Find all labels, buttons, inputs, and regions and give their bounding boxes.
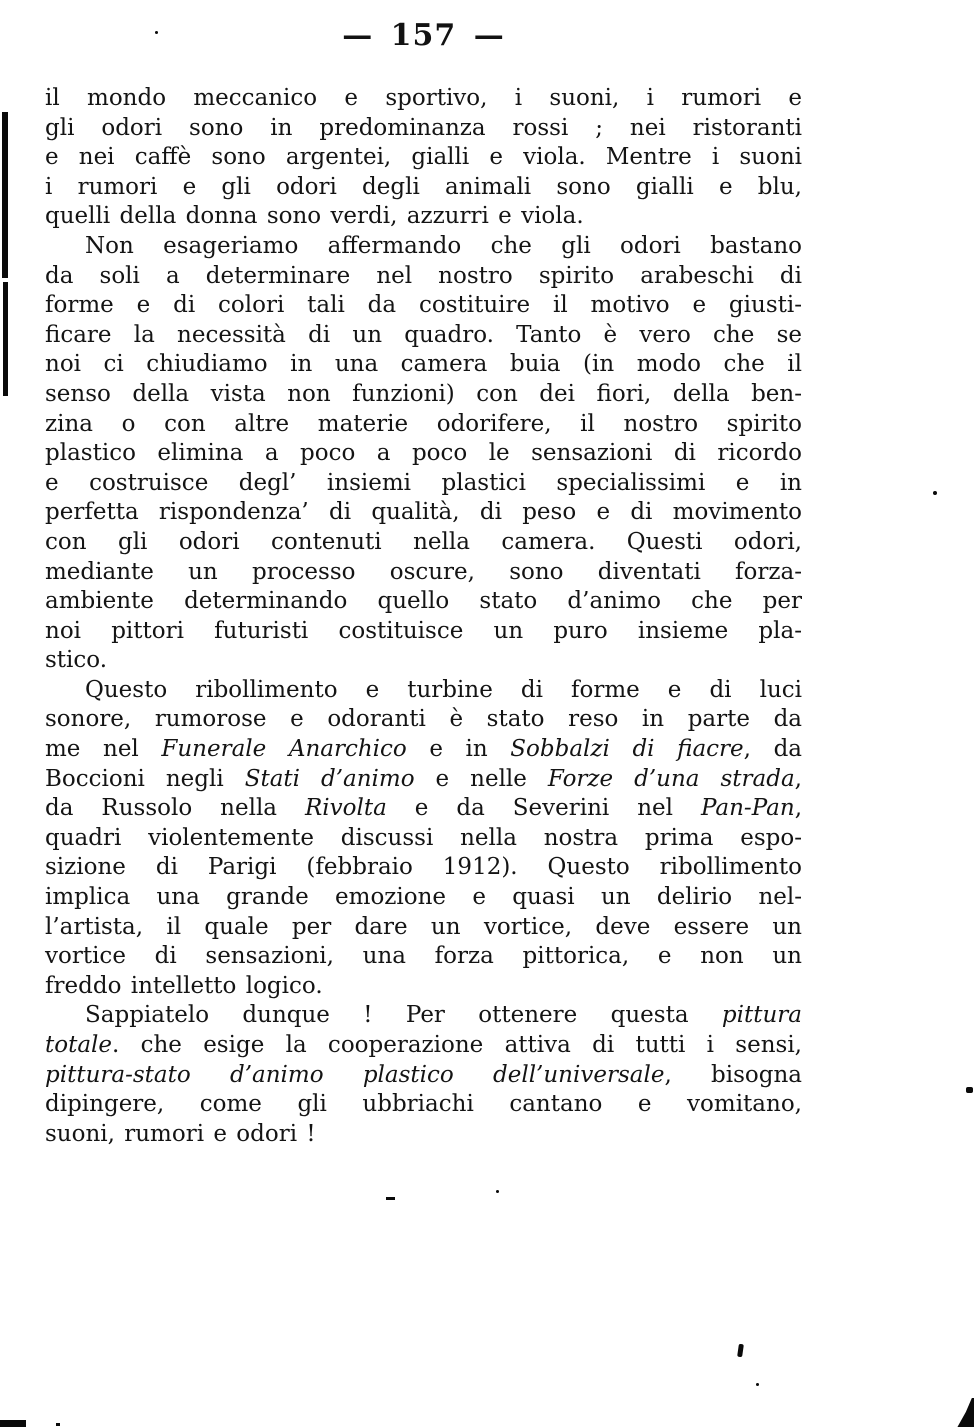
text-line <box>45 735 802 765</box>
text-line <box>45 913 802 943</box>
text-run: suoni, rumori e odori ! <box>45 1120 316 1147</box>
text-run: me nel <box>45 736 162 763</box>
text-line <box>45 676 802 706</box>
paragraph <box>45 232 802 676</box>
text-line <box>45 291 802 321</box>
text-run: Non esageriamo affermando che gli odori bastano <box>85 232 802 259</box>
scan-artifact-speck <box>155 31 158 34</box>
text-run: gli odori sono in predominanza rossi ; nei ristoranti <box>45 114 802 141</box>
text-run: i rumori e gli odori degli animali sono gialli e blu, <box>45 173 802 200</box>
text-run: , bisogna <box>664 1061 802 1088</box>
text-line <box>45 1120 802 1150</box>
scan-artifact-speck <box>966 1087 973 1093</box>
text-run: freddo intelletto logico. <box>45 972 323 999</box>
paragraph <box>45 676 802 1002</box>
text-run: e da Severini nel <box>386 795 701 822</box>
text-run: da soli a determinare nel nostro spirito arabeschi di <box>45 262 802 289</box>
text-line <box>45 646 802 676</box>
text-line <box>45 410 802 440</box>
text-run: noi ci chiudiamo in una camera buia (in modo che il <box>45 351 802 378</box>
text-line <box>45 705 802 735</box>
text-run: l’artista, il quale per dare un vortice, deve essere un <box>45 913 802 940</box>
text-run: plastico elimina a poco a poco le sensazioni di ricordo <box>45 440 802 467</box>
scan-artifact-speck <box>756 1383 759 1386</box>
text-line <box>45 528 802 558</box>
text-line <box>45 972 802 1002</box>
italic-text-run: Sobbalzi di fiacre <box>510 736 744 763</box>
italic-text-run: totale <box>45 1032 113 1058</box>
text-run: ficare la necessità di un quadro. Tanto è vero che se <box>45 321 802 348</box>
italic-text-run: pittura-stato d’animo plastico dell’universale <box>45 1061 665 1088</box>
scan-artifact-corner-mark <box>956 1398 974 1427</box>
text-line <box>45 114 802 144</box>
text-block <box>45 84 802 1149</box>
text-line <box>45 202 802 232</box>
text-line <box>45 173 802 203</box>
text-run: e costruisce degl’ insiemi plastici specialissimi e in <box>45 469 802 496</box>
text-line <box>45 558 802 588</box>
text-line <box>45 439 802 469</box>
text-run: e nelle <box>414 765 548 792</box>
text-run: noi pittori futuristi costituisce un puro insieme pla- <box>45 617 802 644</box>
text-run: quadri violentemente discussi nella nostra prima espo- <box>45 824 802 851</box>
text-run: , <box>794 795 802 822</box>
text-line <box>45 321 802 351</box>
text-run: dipingere, come gli ubbriachi cantano e vomitano, <box>45 1091 802 1118</box>
text-run: e nei caffè sono argentei, gialli e viola. Mentre i suoni <box>45 144 802 171</box>
text-line <box>45 498 802 528</box>
text-line <box>45 853 802 883</box>
scan-artifact-speck <box>933 491 937 495</box>
text-run: zina o con altre materie odorifere, il nostro spirito <box>45 410 802 437</box>
text-line <box>45 794 802 824</box>
text-run: perfetta rispondenza’ di qualità, di peso e di movimento <box>45 499 802 526</box>
text-run: . che esige la cooperazione attiva di tutti i sensi, <box>112 1032 802 1058</box>
text-run: forme e di colori tali da costituire il motivo e giusti- <box>45 292 802 319</box>
scan-artifact-corner-mark <box>0 1420 26 1427</box>
text-run: , da <box>743 736 803 763</box>
scan-artifact-speck <box>496 1190 499 1193</box>
text-run: , <box>794 765 802 792</box>
italic-text-run: pittura <box>721 1002 802 1029</box>
text-run: vortice di sensazioni, una forza pittorica, e non un <box>45 943 802 970</box>
text-run: mediante un processo oscure, sono diventati forza- <box>45 558 802 585</box>
text-run: con gli odori contenuti nella camera. Questi odori, <box>45 528 802 555</box>
text-run: senso della vista non funzioni) con dei fiori, della ben- <box>45 380 802 407</box>
text-line <box>45 350 802 380</box>
text-line <box>45 1031 802 1061</box>
text-line <box>45 469 802 499</box>
text-line <box>45 262 802 292</box>
text-line <box>45 84 802 114</box>
scan-artifact-binding-bar <box>2 112 8 278</box>
text-run: sizione di Parigi (febbraio 1912). Questo ribollimento <box>45 854 802 881</box>
scan-artifact-speck <box>386 1197 395 1200</box>
text-run: ambiente determinando quello stato d’animo che per <box>45 588 802 615</box>
text-line <box>45 380 802 410</box>
italic-text-run: Stati d’animo <box>244 765 415 792</box>
text-line <box>45 232 802 262</box>
text-line <box>45 765 802 795</box>
text-run: quelli della donna sono verdi, azzurri e viola. <box>45 203 584 230</box>
text-line <box>45 824 802 854</box>
text-line <box>45 1061 802 1091</box>
text-run: stico. <box>45 647 108 674</box>
scan-artifact-speck <box>737 1344 744 1358</box>
text-run: il mondo meccanico e sportivo, i suoni, i rumori e <box>45 85 802 111</box>
text-run: e in <box>406 736 511 763</box>
scan-artifact-binding-bar <box>3 282 8 396</box>
text-run: Questo ribollimento e turbine di forme e di luci <box>85 676 802 703</box>
text-line <box>45 883 802 913</box>
text-line <box>45 587 802 617</box>
italic-text-run: Rivolta <box>304 795 387 822</box>
italic-text-run: Forze d’una strada <box>547 765 795 792</box>
page-number: — 157 — <box>342 18 505 53</box>
paragraph <box>45 84 802 232</box>
text-line <box>45 1090 802 1120</box>
text-line <box>45 1001 802 1031</box>
text-run: Sappiatelo dunque ! Per ottenere questa <box>85 1002 722 1029</box>
text-run: sonore, rumorose e odoranti è stato reso in parte da <box>45 706 802 733</box>
text-run: da Russolo nella <box>45 795 305 822</box>
italic-text-run: Pan-Pan <box>700 795 795 822</box>
text-run: Boccioni negli <box>45 765 245 792</box>
scan-artifact-speck <box>56 1423 60 1426</box>
italic-text-run: Funerale Anarchico <box>161 736 407 763</box>
text-line <box>45 617 802 647</box>
paragraph <box>45 1001 802 1149</box>
text-line <box>45 143 802 173</box>
text-run: implica una grande emozione e quasi un delirio nel- <box>45 884 802 911</box>
text-line <box>45 942 802 972</box>
